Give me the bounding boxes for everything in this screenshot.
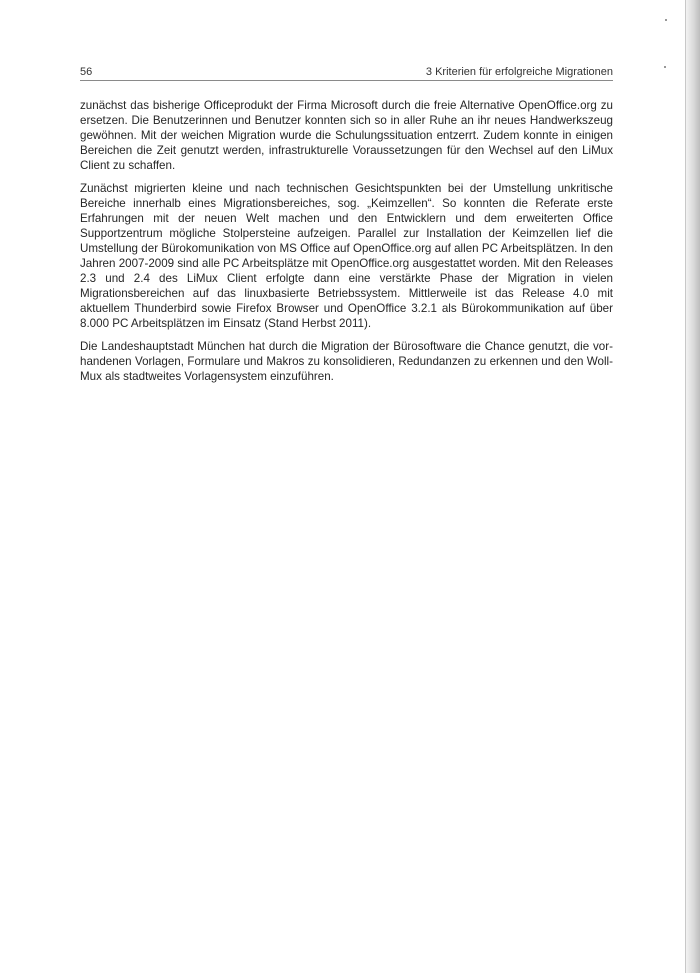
scan-edge-shadow (686, 0, 700, 973)
scan-speck (665, 19, 667, 21)
page-number: 56 (80, 66, 93, 78)
header-rule (80, 80, 613, 81)
paragraph-1: zunächst das bisherige Officeprodukt der Firma Microsoft durch die freie Alternative OpenOffice.org zu ersetzen. Die Benutzerinnen und Benutzer konnten sich so in aller Ruhe an ihr neues Handwerkszeug gewöhnen. Mit der weichen Migration wurde die Schulungssituation entzerrt. Zudem konnte in einigen Bereichen die Zeit genutzt werden, infrastrukturelle Voraussetzungen für den Wechsel auf den LiMux Client zu schaffen. (80, 99, 613, 172)
scan-speck (664, 66, 666, 68)
paragraph-2: Zunächst migrierten kleine und nach technischen Gesichtspunkten bei der Umstellung unkritische Bereiche innerhalb eines Migrationsbereiches, sog. „Keimzellen“. So konnten die Referate erste Erfahrungen mit der neuen Welt machen und den Entwicklern und dem erweiterten Office Supportzentrum mögliche Stolpersteine aufzeigen. Parallel zur Installation der Keimzellen lief die Umstellung der Bürokomunikation von MS Office auf OpenOffice.org auf allen PC Arbeitsplätzen. In den Jahren 2007-2009 sind alle PC Arbeitsplätze mit OpenOffice.org ausgestattet worden. Mit den Releases 2.3 und 2.4 des LiMux Client erfolgte dann eine verstärkte Phase der Migration in vielen Migrationsbereichen auf das linuxbasierte Betriebssystem. Mittlerweile ist das Release 4.0 mit aktuellem Thunderbird sowie Firefox Browser und OpenOffice 3.2.1 als Bürokommunikation auf über 8.000 PC Arbeitsplätzen im Einsatz (Stand Herbst 2011). (80, 182, 613, 330)
body-text (80, 98, 613, 392)
paragraph-3: Die Landeshauptstadt München hat durch die Migration der Bürosoftware die Chance genutzt, die vorhandenen Vorlagen, Formulare und Makros zu konsolidieren, Redundanzen zu erkennen und den WollMux als stadtweites Vorlagensystem einzuführen. (80, 340, 613, 383)
chapter-title: 3 Kriterien für erfolgreiche Migrationen (425, 66, 613, 78)
